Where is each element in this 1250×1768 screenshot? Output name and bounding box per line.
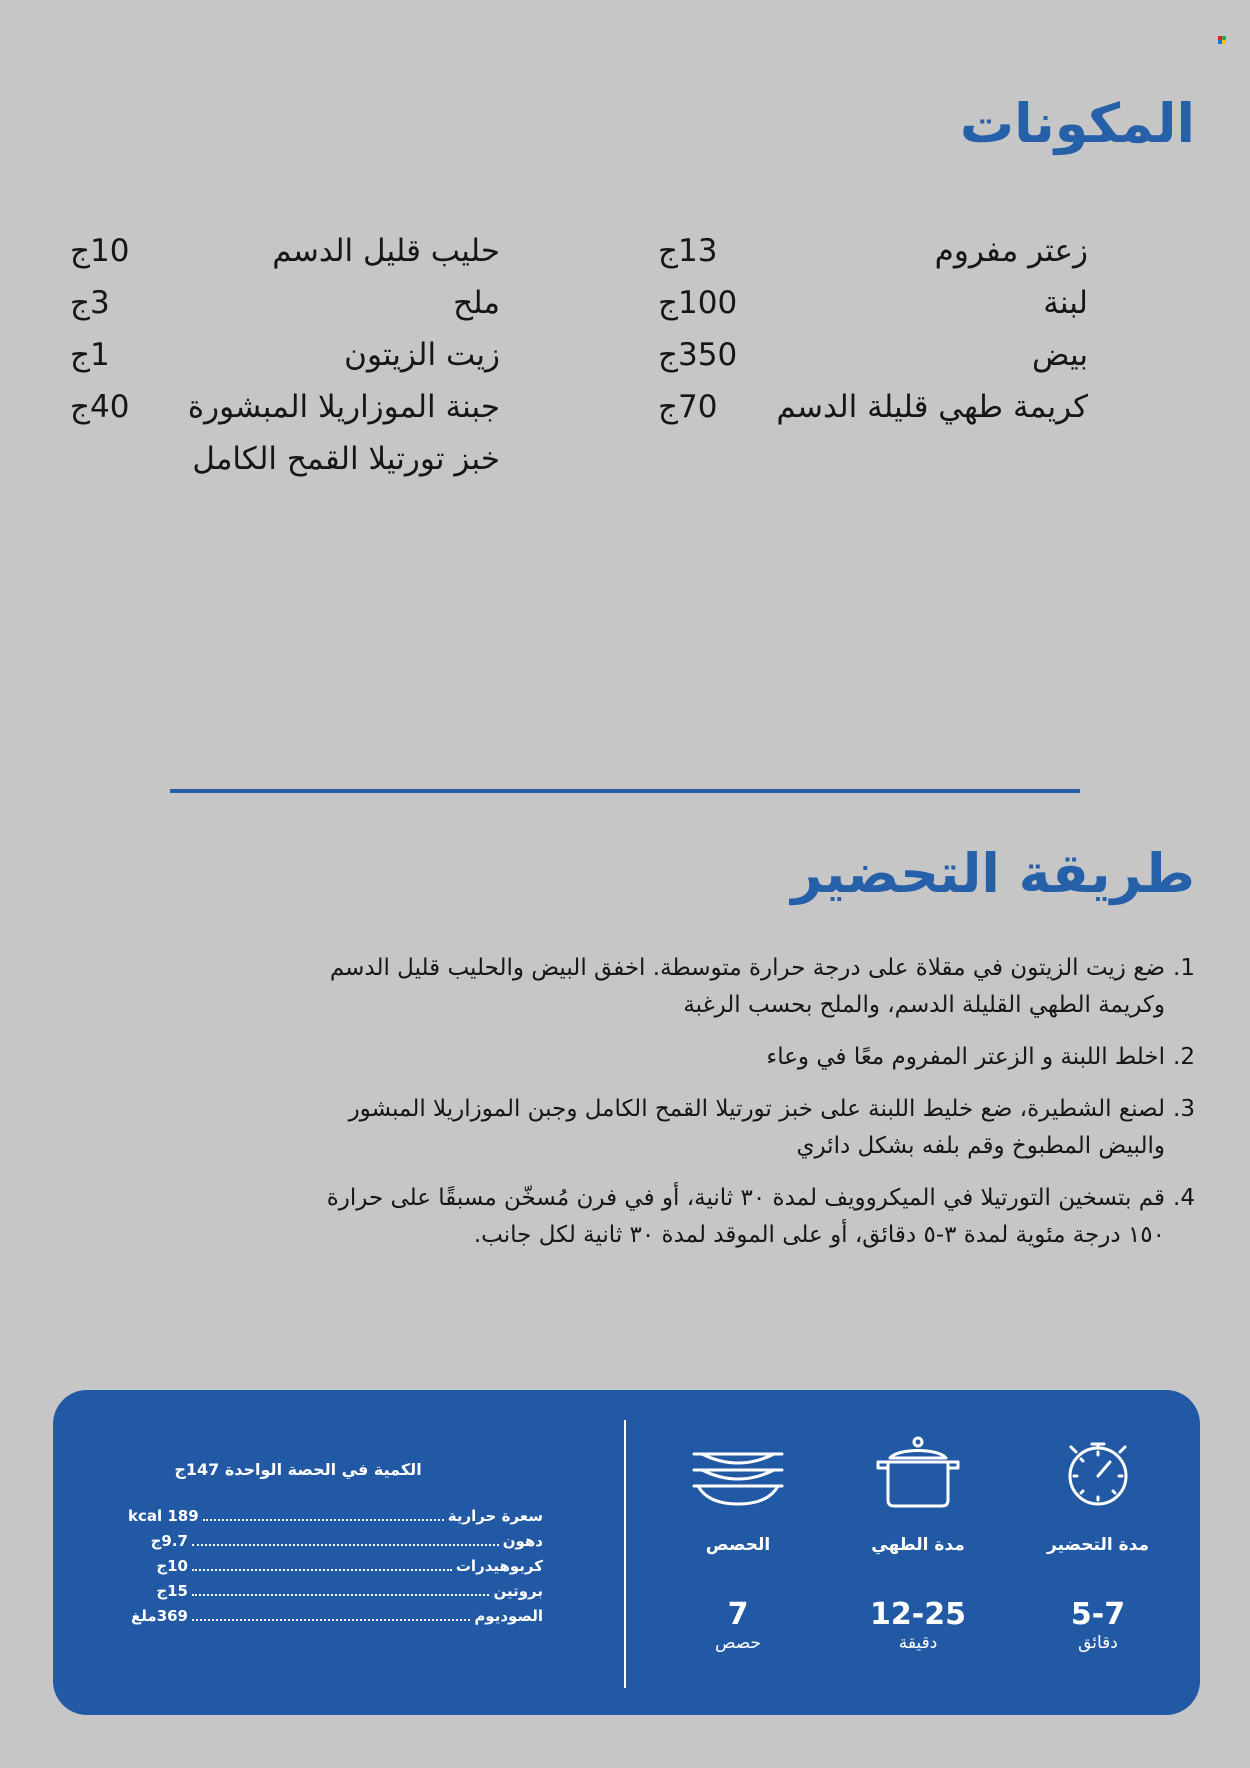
servings-value: 7	[727, 1597, 749, 1632]
ingredient-row	[658, 381, 1088, 433]
nutrition-row	[128, 1507, 543, 1532]
nutrition-value: 10ج	[156, 1557, 188, 1575]
ingredient-name: بيض	[1032, 337, 1088, 373]
ingredient-qty: 3ج	[70, 285, 110, 321]
nutrition-list	[128, 1507, 543, 1632]
nutrition-value: 15ج	[156, 1582, 188, 1600]
prep-time-label: مدة التحضير	[1047, 1535, 1149, 1555]
ingredient-row	[70, 277, 500, 329]
nutrition-value: 369ملغ	[131, 1607, 188, 1625]
servings-unit: حصص	[714, 1633, 762, 1653]
servings-label: الحصص	[705, 1535, 771, 1555]
ingredient-name: ملح	[453, 285, 500, 321]
plates-icon	[688, 1432, 788, 1512]
prep-time-stat	[1023, 1432, 1173, 1654]
panel-separator	[624, 1420, 626, 1688]
step-text: قم بتسخين التورتيلا في الميكروويف لمدة ٣٠ ثانية، أو في فرن مُسخّن مسبقًا على حرارة ١٥٠ درجة مئوية لمدة ٣-٥ دقائق، أو على الموقد لمدة ٣٠ ثانية لكل جانب.	[326, 1185, 1165, 1248]
ingredient-name: لبنة	[1043, 285, 1088, 321]
nutrition-value: 9.7ج	[150, 1532, 188, 1550]
nutrition-row	[128, 1582, 543, 1607]
ingredients-right-column	[658, 225, 1088, 433]
ingredients-title: المكونات	[959, 92, 1195, 155]
ingredient-qty: 350ج	[658, 337, 738, 373]
step-text: ضع زيت الزيتون في مقلاة على درجة حرارة متوسطة. اخفق البيض والحليب قليل الدسم وكريمة الطهي القليلة الدسم، والملح بحسب الرغبة	[329, 955, 1165, 1018]
method-steps	[285, 950, 1195, 1269]
ingredient-row	[70, 225, 500, 277]
corner-mark	[1218, 36, 1226, 44]
ingredient-qty: 100ج	[658, 285, 738, 321]
nutrition-value: 189 kcal	[128, 1507, 199, 1525]
cook-time-unit: دقيقة	[898, 1633, 938, 1653]
step-number: 3.	[1173, 1096, 1195, 1122]
nutrition-label: بروتين	[493, 1582, 543, 1600]
method-step	[285, 1180, 1195, 1254]
cook-time-label: مدة الطهي	[871, 1535, 965, 1555]
ingredient-row	[70, 381, 500, 433]
prep-time-unit: دقائق	[1078, 1633, 1118, 1653]
step-number: 2.	[1173, 1044, 1195, 1070]
method-title: طريقة التحضير	[791, 842, 1195, 905]
ingredient-row	[70, 329, 500, 381]
leader-dots	[192, 1536, 499, 1546]
ingredient-name: زيت الزيتون	[344, 337, 500, 373]
ingredient-name: خبز تورتيلا القمح الكامل	[192, 441, 500, 477]
ingredient-row	[658, 277, 1088, 329]
pot-icon	[868, 1432, 968, 1512]
nutrition-row	[128, 1532, 543, 1557]
prep-time-value: 5-7	[1070, 1597, 1126, 1632]
nutrition-row	[128, 1557, 543, 1582]
ingredient-qty: 1ج	[70, 337, 110, 373]
step-text: اخلط اللبنة و الزعتر المفروم معًا في وعاء	[766, 1044, 1165, 1070]
ingredient-qty: 70ج	[658, 389, 718, 425]
leader-dots	[192, 1561, 452, 1571]
nutrition-label: دهون	[502, 1532, 543, 1550]
ingredients-left-column	[70, 225, 500, 485]
ingredient-name: كريمة طهي قليلة الدسم	[776, 389, 1088, 425]
cook-time-value: 12-25	[870, 1597, 966, 1632]
step-text: لصنع الشطيرة، ضع خليط اللبنة على خبز تورتيلا القمح الكامل وجبن الموزاريلا المبشور والبيض المطبوخ وقم بلفه بشكل دائري	[348, 1096, 1165, 1159]
ingredient-row	[658, 329, 1088, 381]
ingredient-qty: 13ج	[658, 233, 718, 269]
servings-stat	[663, 1432, 813, 1654]
ingredient-row	[658, 225, 1088, 277]
nutrition-title: الكمية في الحصة الواحدة 147ج	[174, 1460, 422, 1479]
ingredient-qty: 40ج	[70, 389, 130, 425]
nutrition-label: كربوهيدرات	[455, 1557, 543, 1575]
nutrition-label: سعرة حرارية	[447, 1507, 543, 1525]
nutrition-row	[128, 1607, 543, 1632]
ingredient-qty: 10ج	[70, 233, 130, 269]
cook-time-stat	[843, 1432, 993, 1654]
leader-dots	[192, 1611, 470, 1621]
step-number: 1.	[1173, 955, 1195, 981]
ingredient-name: حليب قليل الدسم	[272, 233, 500, 269]
leader-dots	[203, 1511, 444, 1521]
method-step	[285, 1091, 1195, 1165]
method-step	[285, 950, 1195, 1024]
method-step	[285, 1039, 1195, 1076]
section-divider	[170, 789, 1080, 793]
ingredient-row	[70, 433, 500, 485]
leader-dots	[192, 1586, 489, 1596]
stopwatch-icon	[1058, 1432, 1138, 1512]
nutrition-label: الصوديوم	[474, 1607, 543, 1625]
step-number: 4.	[1173, 1185, 1195, 1211]
ingredient-name: زعتر مفروم	[934, 233, 1088, 269]
recipe-info-panel	[53, 1390, 1200, 1715]
ingredient-name: جبنة الموزاريلا المبشورة	[187, 389, 500, 425]
